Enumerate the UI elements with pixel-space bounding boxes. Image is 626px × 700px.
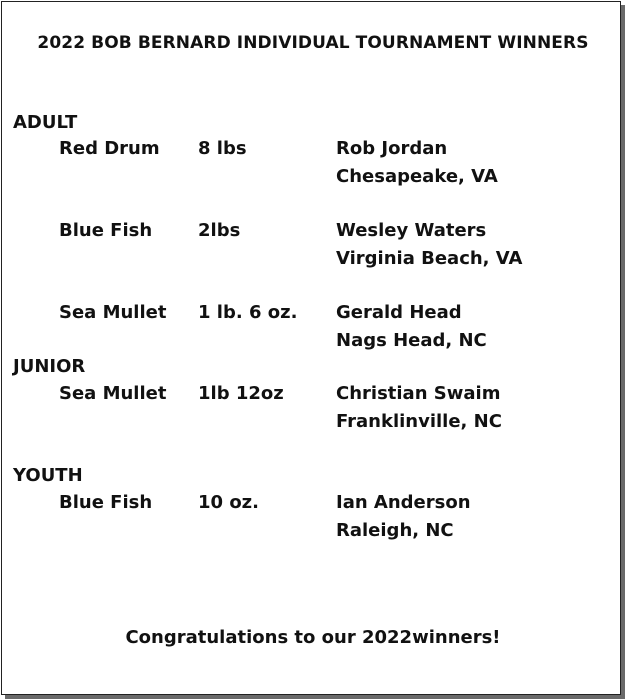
page-title: 2022 BOB BERNARD INDIVIDUAL TOURNAMENT WINNERS xyxy=(37,33,589,53)
fish-weight: 10 oz. xyxy=(198,492,259,513)
fish-species: Blue Fish xyxy=(59,220,153,241)
winner-location: Raleigh, NC xyxy=(336,520,454,541)
winner-location: Nags Head, NC xyxy=(336,330,487,351)
category-junior: JUNIOR xyxy=(13,356,86,377)
fish-species: Blue Fish xyxy=(59,492,153,513)
winner-name: Rob Jordan xyxy=(336,138,448,159)
category-youth: YOUTH xyxy=(13,465,83,486)
fish-species: Sea Mullet xyxy=(59,383,167,404)
fish-species: Red Drum xyxy=(59,138,160,159)
fish-species: Sea Mullet xyxy=(59,302,167,323)
winner-location: Virginia Beach, VA xyxy=(336,248,523,269)
congratulations-message: Congratulations to our 2022winners! xyxy=(125,627,501,648)
document-frame xyxy=(1,1,621,695)
winner-name: Christian Swaim xyxy=(336,383,501,404)
fish-weight: 8 lbs xyxy=(198,138,247,159)
fish-weight: 1 lb. 6 oz. xyxy=(198,302,298,323)
winner-name: Ian Anderson xyxy=(336,492,471,513)
winner-location: Franklinville, NC xyxy=(336,411,502,432)
fish-weight: 2lbs xyxy=(198,220,241,241)
category-adult: ADULT xyxy=(13,112,78,133)
winner-name: Wesley Waters xyxy=(336,220,487,241)
winner-name: Gerald Head xyxy=(336,302,462,323)
winner-location: Chesapeake, VA xyxy=(336,166,498,187)
fish-weight: 1lb 12oz xyxy=(198,383,284,404)
